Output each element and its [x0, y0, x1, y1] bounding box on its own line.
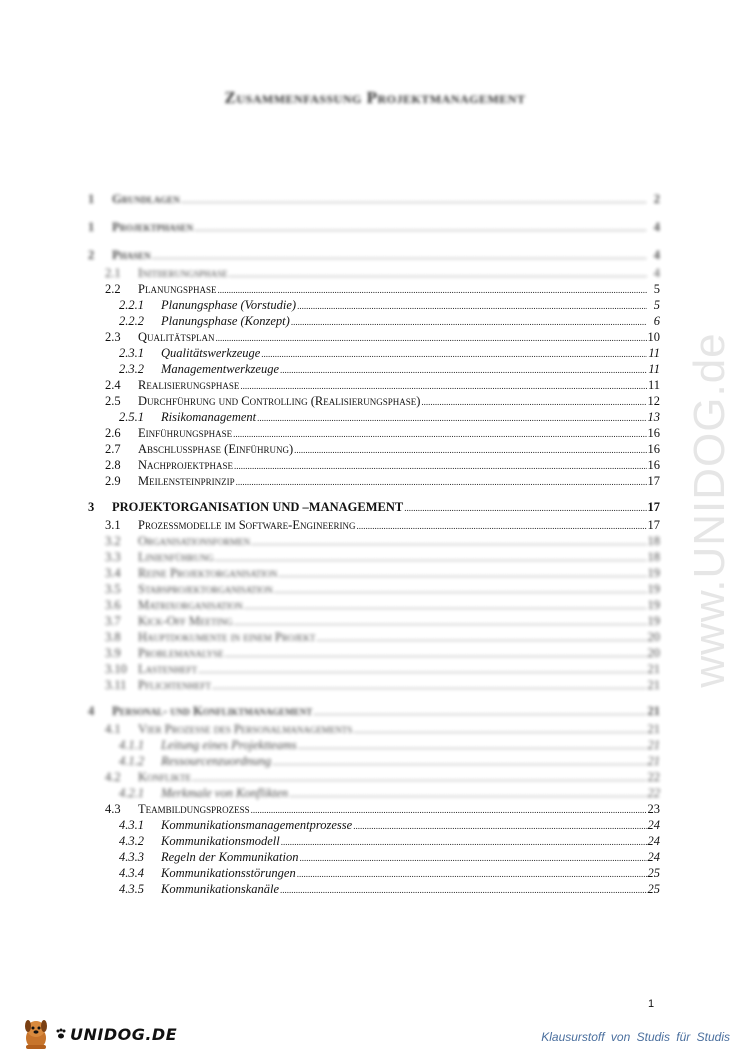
toc-entry[interactable]	[88, 362, 660, 378]
toc-entry[interactable]	[88, 248, 660, 266]
toc-entry-page: 25	[647, 882, 660, 896]
toc-entry-number: 4.1	[105, 722, 121, 736]
toc-entry-number: 2.6	[105, 426, 121, 440]
toc-entry-page: 23	[647, 802, 660, 816]
toc-leader-dots	[313, 704, 646, 719]
toc-entry[interactable]	[88, 630, 660, 646]
toc-leader-dots	[215, 550, 647, 565]
toc-entry-label: Kommunikationsmodell	[161, 834, 280, 848]
toc-entry-page: 11	[648, 346, 660, 360]
toc-entry-number: 2.2.1	[119, 298, 144, 312]
toc-entry-number: 3.1	[105, 518, 121, 532]
toc-entry[interactable]	[88, 882, 660, 898]
toc-entry[interactable]	[88, 394, 660, 410]
toc-entry-label: Einführungsphase	[138, 426, 233, 440]
toc-leader-dots	[216, 330, 647, 345]
toc-entry-number: 4	[88, 704, 95, 718]
toc-entry-number: 3.4	[105, 566, 121, 580]
toc-entry-label: Kommunikationskanäle	[161, 882, 280, 896]
toc-entry-number: 4.1.2	[119, 754, 144, 768]
toc-entry[interactable]	[88, 518, 660, 534]
toc-entry-page: 22	[647, 770, 660, 784]
toc-entry-page: 17	[647, 500, 660, 514]
footer-logo[interactable]	[22, 1014, 177, 1054]
toc-entry[interactable]	[88, 282, 660, 298]
toc-entry-number: 4.3.1	[119, 818, 144, 832]
toc-leader-dots	[251, 534, 646, 549]
toc-entry[interactable]	[88, 770, 660, 786]
toc-entry-number: 4.3.2	[119, 834, 144, 848]
toc-leader-dots	[194, 220, 647, 235]
toc-entry[interactable]	[88, 534, 660, 550]
toc-leader-dots	[272, 754, 646, 769]
toc-entry-number: 3.6	[105, 598, 121, 612]
toc-entry-page: 16	[647, 458, 660, 472]
toc-entry-page: 4	[653, 266, 660, 280]
toc-leader-dots	[297, 298, 647, 313]
toc-leader-dots	[316, 630, 646, 645]
toc-entry-number: 2.3.2	[119, 362, 144, 376]
toc-entry-page: 20	[647, 646, 660, 660]
toc-entry[interactable]	[88, 598, 660, 614]
toc-entry-label: Realisierungsphase	[138, 378, 240, 392]
toc-leader-dots	[244, 598, 647, 613]
toc-entry[interactable]	[88, 550, 660, 566]
toc-entry-page: 21	[647, 704, 660, 718]
toc-entry-number: 3.5	[105, 582, 121, 596]
toc-leader-dots	[234, 458, 646, 473]
toc-entry-label: Planungsphase (Vorstudie)	[161, 298, 297, 312]
toc-leader-dots	[298, 738, 647, 753]
toc-entry[interactable]	[88, 346, 660, 362]
toc-entry-page: 24	[647, 850, 660, 864]
toc-entry-number: 4.3.4	[119, 866, 144, 880]
toc-entry-label: Prozessmodelle im Software-Engineering	[138, 518, 356, 532]
toc-entry-number: 2	[88, 248, 95, 262]
toc-entry-label: Teambildungsprozess	[138, 802, 250, 816]
toc-entry-number: 1	[88, 220, 95, 234]
toc-entry-page: 24	[647, 818, 660, 832]
toc-entry-label: Planungsphase (Konzept)	[161, 314, 290, 328]
toc-leader-dots	[421, 394, 646, 409]
toc-entry[interactable]	[88, 314, 660, 330]
toc-entry-page: 16	[647, 442, 660, 456]
toc-entry-label: Lastenheft	[138, 662, 198, 676]
toc-entry[interactable]	[88, 192, 660, 210]
toc-entry-number: 2.1	[105, 266, 121, 280]
toc-leader-dots	[233, 426, 646, 441]
toc-entry[interactable]	[88, 704, 660, 722]
toc-leader-dots	[353, 818, 646, 833]
toc-entry-label: Konflikte	[138, 770, 192, 784]
toc-entry[interactable]	[88, 426, 660, 442]
toc-leader-dots	[225, 646, 647, 661]
footer-tagline: Klausurstoff von Studis für Studis	[541, 1030, 730, 1044]
toc-entry-number: 4.3.5	[119, 882, 144, 896]
toc-leader-dots	[217, 282, 647, 297]
toc-leader-dots	[299, 850, 646, 865]
toc-entry[interactable]	[88, 220, 660, 238]
toc-entry[interactable]	[88, 678, 660, 694]
toc-leader-dots	[404, 500, 646, 515]
toc-entry-number: 2.8	[105, 458, 121, 472]
toc-entry-page: 25	[647, 866, 660, 880]
toc-entry-number: 4.1.1	[119, 738, 144, 752]
dog-mascot-icon	[22, 1016, 54, 1052]
toc-entry[interactable]	[88, 646, 660, 662]
toc-entry-label: Kick-Off Meeting	[138, 614, 233, 628]
toc-entry-label: PROJEKTORGANISATION UND –MANAGEMENT	[112, 500, 404, 514]
toc-entry[interactable]	[88, 722, 660, 738]
toc-entry[interactable]	[88, 442, 660, 458]
toc-entry-number: 3.3	[105, 550, 121, 564]
toc-leader-dots	[236, 474, 647, 489]
toc-entry-label: Planungsphase	[138, 282, 217, 296]
toc-entry-label: Phasen	[112, 248, 151, 262]
toc-leader-dots	[281, 834, 647, 849]
toc-entry-page: 21	[647, 678, 660, 692]
toc-leader-dots	[280, 882, 646, 897]
toc-entry-label: Hauptdokumente in einem Projekt	[138, 630, 316, 644]
toc-leader-dots	[356, 518, 646, 533]
toc-entry-page: 21	[647, 722, 660, 736]
toc-leader-dots	[280, 362, 647, 377]
toc-leader-dots	[278, 566, 646, 581]
toc-entry-page: 4	[653, 220, 660, 234]
toc-entry[interactable]	[88, 802, 660, 818]
toc-entry[interactable]	[88, 266, 660, 282]
toc-entry-label: Problemanalyse	[138, 646, 224, 660]
toc-entry[interactable]	[88, 330, 660, 346]
toc-entry-label: Pflichtenheft	[138, 678, 211, 692]
toc-entry-page: 6	[653, 314, 660, 328]
toc-entry-page: 17	[647, 518, 660, 532]
toc-entry-page: 4	[653, 248, 660, 262]
toc-entry[interactable]	[88, 474, 660, 490]
toc-entry-number: 2.2	[105, 282, 121, 296]
toc-entry-page: 12	[647, 394, 660, 408]
toc-leader-dots	[240, 378, 647, 393]
toc-entry-page: 22	[647, 786, 660, 800]
toc-entry-label: Reine Projektorganisation	[138, 566, 278, 580]
toc-entry[interactable]	[88, 818, 660, 834]
toc-entry-label: Stabsprojektorganisation	[138, 582, 273, 596]
toc-entry-label: Initiierungsphase	[138, 266, 228, 280]
toc-leader-dots	[257, 410, 646, 425]
toc-leader-dots	[198, 662, 646, 677]
toc-entry-number: 3.7	[105, 614, 121, 628]
toc-leader-dots	[229, 266, 647, 281]
toc-entry-number: 3.10	[105, 662, 127, 676]
toc-entry-label: Kommunikationsstörungen	[161, 866, 296, 880]
toc-entry[interactable]	[88, 378, 660, 394]
toc-entry-number: 2.7	[105, 442, 121, 456]
toc-entry-page: 20	[647, 630, 660, 644]
toc-entry[interactable]	[88, 834, 660, 850]
toc-entry-page: 13	[647, 410, 660, 424]
toc-leader-dots	[294, 442, 646, 457]
toc-entry-label: Vier Prozesse des Personalmanagements	[138, 722, 353, 736]
toc-leader-dots	[353, 722, 646, 737]
toc-leader-dots	[274, 582, 647, 597]
toc-entry-number: 3.9	[105, 646, 121, 660]
toc-entry[interactable]	[88, 582, 660, 598]
toc-entry-page: 19	[647, 598, 660, 612]
toc-entry-label: Merkmale von Konflikten	[161, 786, 289, 800]
toc-entry-label: Ressourcenzuordnung	[161, 754, 272, 768]
toc-leader-dots	[289, 786, 646, 801]
toc-entry-label: Meilensteinprinzip	[138, 474, 235, 488]
toc-entry-label: Managementwerkzeuge	[161, 362, 280, 376]
toc-entry-label: Linienführung	[138, 550, 214, 564]
toc-entry-number: 1	[88, 192, 95, 206]
toc-entry-label: Durchführung und Controlling (Realisierungsphase)	[138, 394, 421, 408]
toc-entry-number: 4.3	[105, 802, 121, 816]
toc-entry[interactable]	[88, 866, 660, 882]
toc-leader-dots	[212, 678, 647, 693]
toc-entry-label: Regeln der Kommunikation	[161, 850, 299, 864]
toc-entry[interactable]	[88, 614, 660, 630]
toc-entry[interactable]	[88, 410, 660, 426]
toc-entry-page: 21	[647, 662, 660, 676]
toc-entry[interactable]	[88, 738, 660, 754]
toc-leader-dots	[152, 248, 647, 263]
page-title: Zusammenfassung Projektmanagement	[224, 88, 526, 107]
toc-entry-label: Nachprojektphase	[138, 458, 234, 472]
toc-entry-page: 17	[647, 474, 660, 488]
toc-entry-number: 4.2.1	[119, 786, 144, 800]
toc-entry[interactable]	[88, 566, 660, 582]
toc-leader-dots	[291, 314, 647, 329]
toc-entry-label: Kommunikationsmanagementprozesse	[161, 818, 353, 832]
toc-entry-page: 24	[647, 834, 660, 848]
toc-entry-label: Risikomanagement	[161, 410, 257, 424]
toc-entry-number: 2.5	[105, 394, 121, 408]
toc-entry-page: 19	[647, 614, 660, 628]
toc-entry-page: 2	[653, 192, 660, 206]
table-of-contents	[88, 192, 660, 898]
toc-entry-label: Personal- und Konfliktmanagement	[112, 704, 313, 718]
toc-entry[interactable]	[88, 662, 660, 678]
logo-text: UNIDOG.DE	[70, 1024, 178, 1044]
toc-entry[interactable]	[88, 754, 660, 770]
toc-entry-label: Leitung eines Projektteams	[161, 738, 297, 752]
toc-entry[interactable]	[88, 850, 660, 866]
toc-leader-dots	[233, 614, 646, 629]
toc-entry-page: 5	[653, 298, 660, 312]
toc-entry-number: 3.11	[105, 678, 127, 692]
toc-leader-dots	[251, 802, 647, 817]
toc-entry-page: 21	[647, 738, 660, 752]
toc-entry-label: Abschlussphase (Einführung)	[138, 442, 294, 456]
toc-entry-page: 5	[653, 282, 660, 296]
toc-entry[interactable]	[88, 298, 660, 314]
toc-entry-label: Projektphasen	[112, 220, 194, 234]
watermark-text: www.UNIDOG.de	[685, 332, 734, 688]
toc-entry-page: 18	[647, 550, 660, 564]
toc-leader-dots	[192, 770, 646, 785]
toc-entry-number: 2.5.1	[119, 410, 144, 424]
toc-entry-number: 2.2.2	[119, 314, 144, 328]
toc-entry[interactable]	[88, 786, 660, 802]
toc-entry[interactable]	[88, 500, 660, 518]
watermark	[685, 280, 734, 740]
toc-entry-number: 2.4	[105, 378, 121, 392]
toc-entry-page: 19	[647, 582, 660, 596]
toc-entry-number: 3.2	[105, 534, 121, 548]
toc-entry-page: 18	[647, 534, 660, 548]
toc-entry-page: 16	[647, 426, 660, 440]
toc-entry-number: 2.3.1	[119, 346, 144, 360]
toc-entry-page: 19	[647, 566, 660, 580]
toc-entry-number: 2.9	[105, 474, 121, 488]
toc-entry[interactable]	[88, 458, 660, 474]
toc-entry-label: Organisationsformen	[138, 534, 251, 548]
toc-leader-dots	[181, 192, 647, 207]
toc-entry-page: 11	[647, 378, 660, 392]
toc-entry-number: 2.3	[105, 330, 121, 344]
toc-leader-dots	[297, 866, 647, 881]
toc-entry-page: 11	[648, 362, 660, 376]
toc-entry-label: Qualitätsplan	[138, 330, 215, 344]
toc-entry-number: 3.8	[105, 630, 121, 644]
toc-entry-label: Qualitätswerkzeuge	[161, 346, 261, 360]
toc-entry-label: Matrixorganisation	[138, 598, 243, 612]
toc-entry-page: 21	[647, 754, 660, 768]
toc-entry-label: Grundlagen	[112, 192, 180, 206]
paw-icon	[55, 1028, 67, 1040]
toc-leader-dots	[261, 346, 647, 361]
page-number: 1	[648, 998, 655, 1010]
toc-entry-number: 4.2	[105, 770, 121, 784]
toc-entry-page: 10	[647, 330, 660, 344]
toc-entry-number: 3	[88, 500, 95, 514]
toc-entry-number: 4.3.3	[119, 850, 144, 864]
